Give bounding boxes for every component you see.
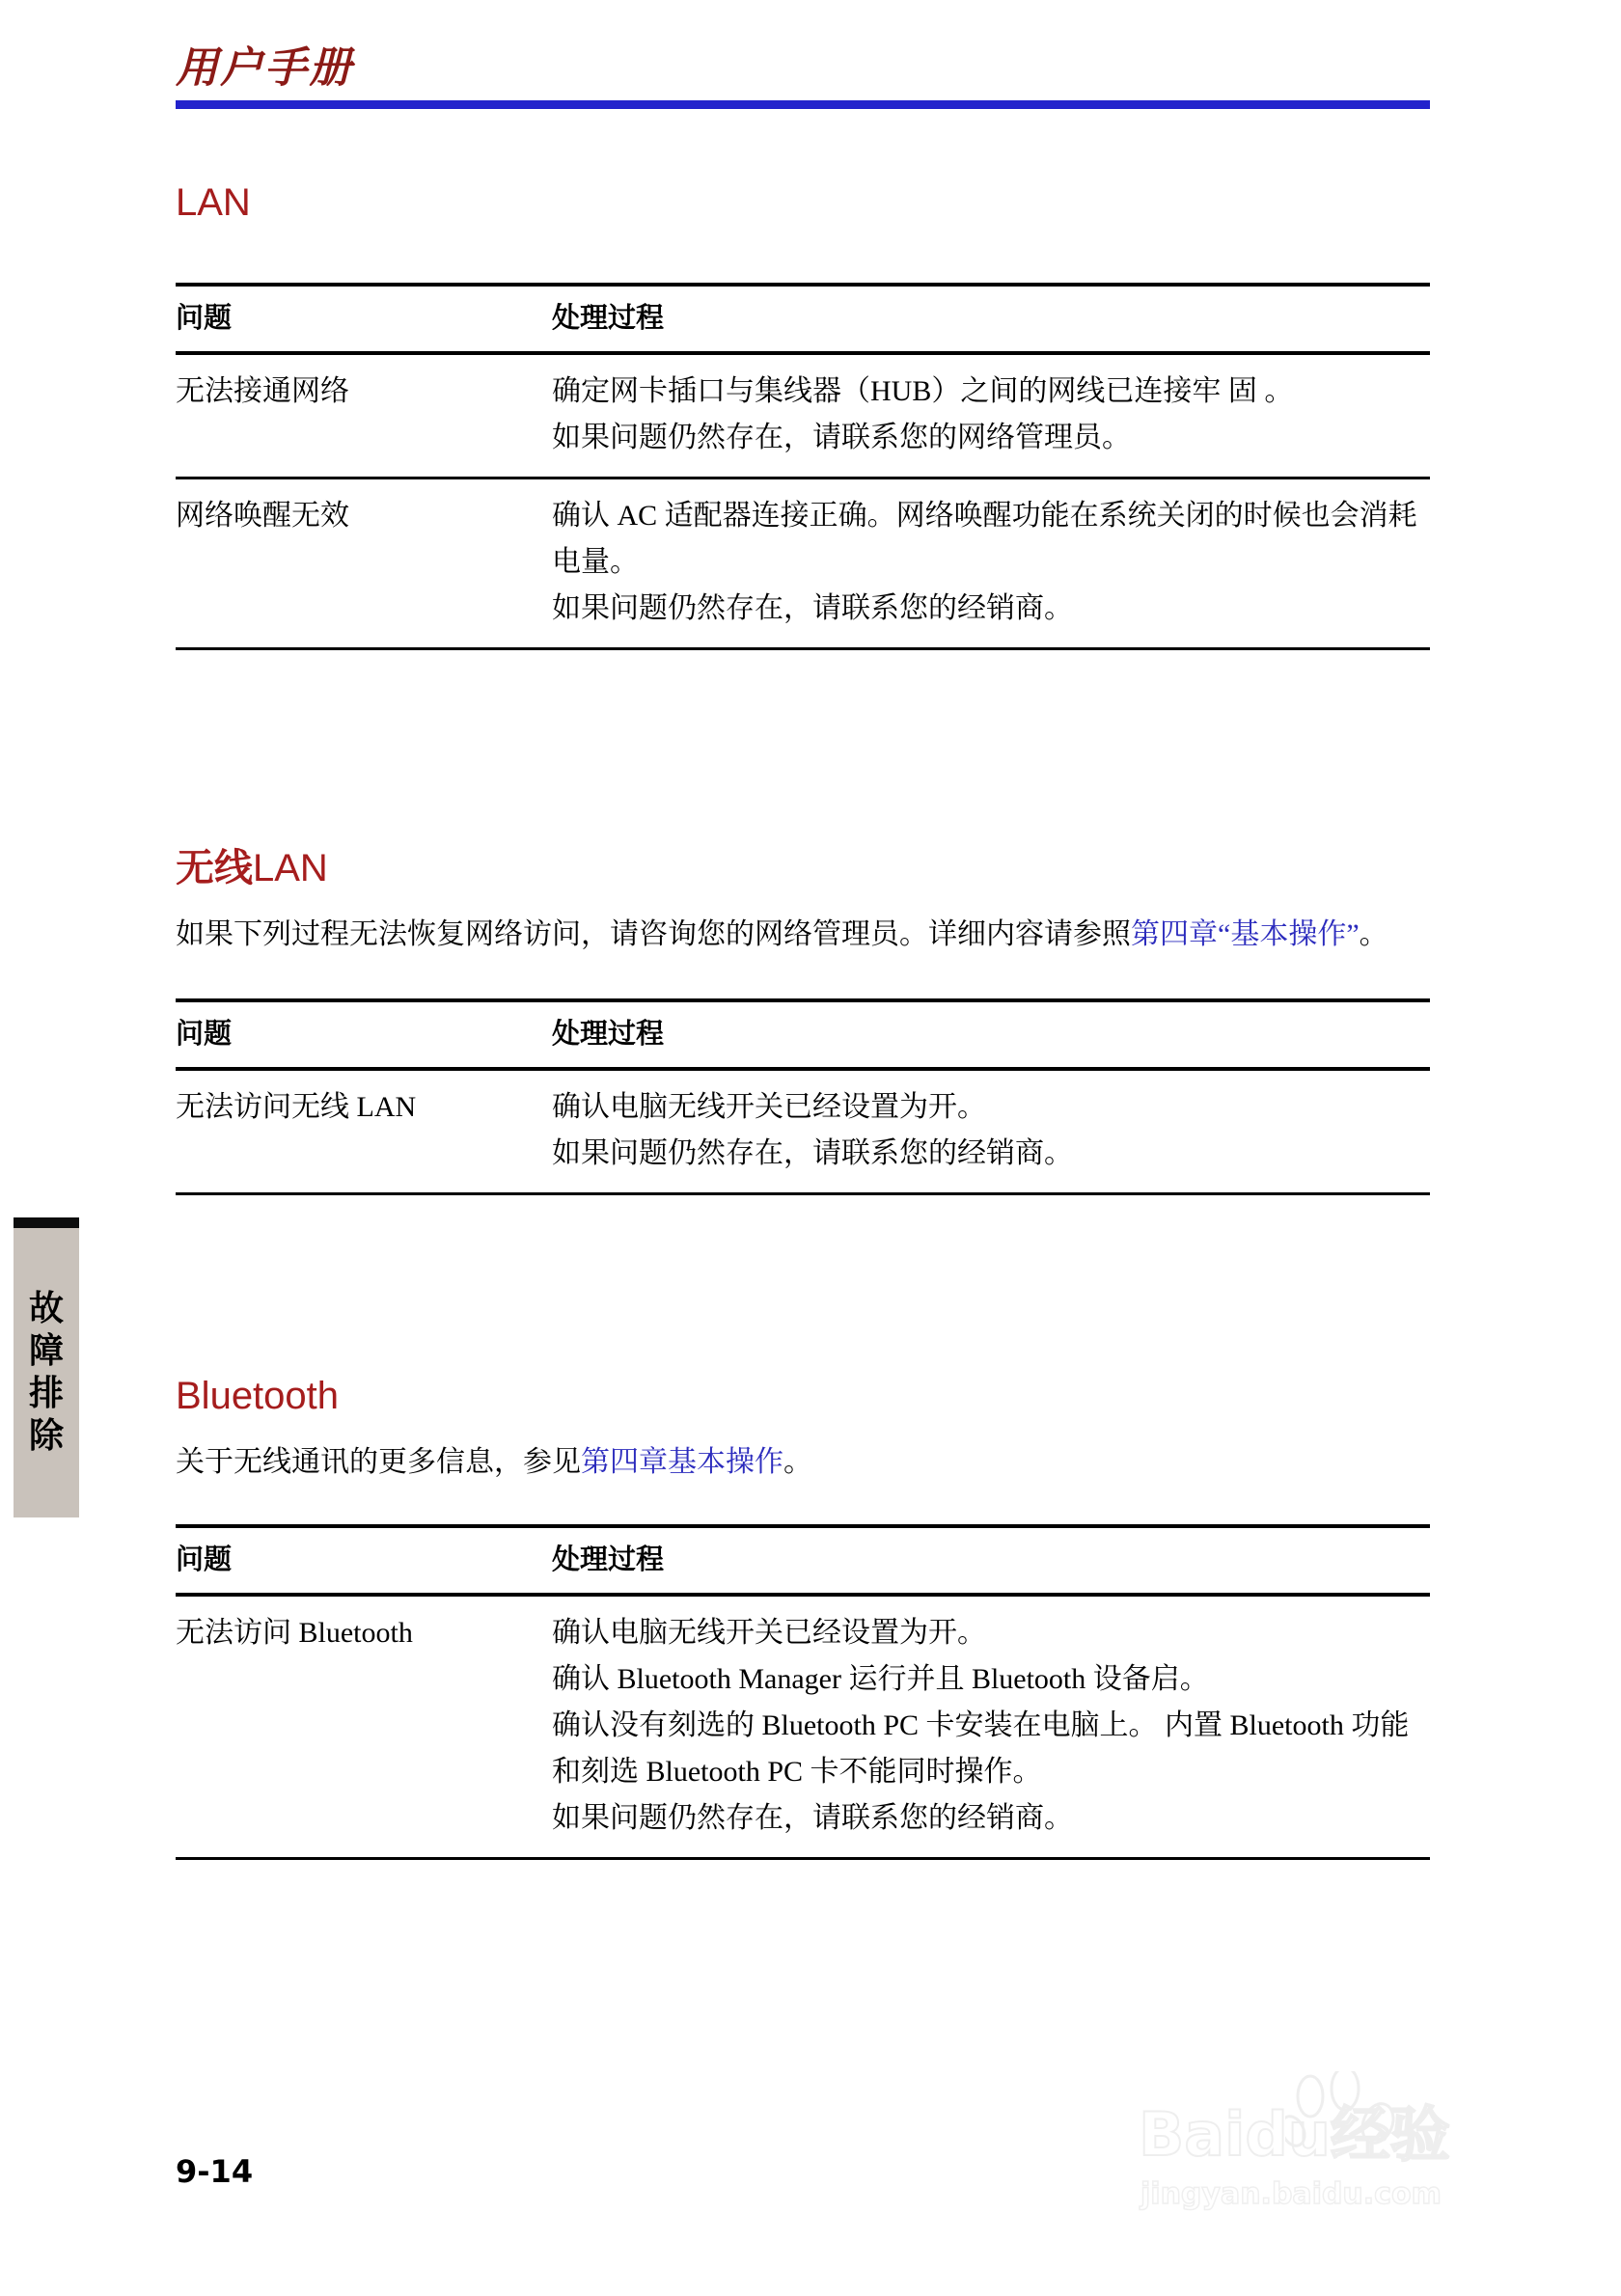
- procedure-line: 如果问题仍然存在，请联系您的经销商。: [552, 1802, 1073, 1834]
- watermark-url: jingyan.baidu.com: [1140, 2177, 1442, 2211]
- heading-cjk-part: 无线: [176, 846, 253, 890]
- procedure-line: 确认电脑无线开关已经设置为开。: [552, 1091, 986, 1123]
- chapter-link[interactable]: 第四章“基本操作”: [1131, 918, 1360, 950]
- procedure-line: 确认 Bluetooth Manager 运行并且 Bluetooth 设备启。: [552, 1663, 1209, 1695]
- table-header-row: [176, 1000, 1430, 1069]
- chapter-side-tab-label: [14, 1228, 79, 1517]
- section-lan-heading: LAN: [176, 181, 251, 224]
- intro-text-after: 。: [1359, 918, 1388, 950]
- cell-problem: 无法访问 Bluetooth: [176, 1595, 552, 1859]
- cell-procedure: [552, 1595, 1430, 1859]
- section-wireless-lan-heading: [176, 837, 1430, 892]
- watermark-brand-latin: Baidu: [1139, 2099, 1331, 2170]
- section-bluetooth: [176, 1375, 1430, 1860]
- table-header-row: [176, 285, 1430, 353]
- procedure-line: 确定网卡插口与集线器（HUB）之间的网线已连接牢 固 。: [552, 375, 1294, 407]
- cell-problem: 网络唤醒无效: [176, 478, 552, 649]
- procedure-line: 如果问题仍然存在，请联系您的经销商。: [552, 1137, 1073, 1169]
- side-tab-char-3: 排: [28, 1374, 64, 1413]
- manual-title: 用户手册: [176, 44, 353, 92]
- heading-latin-part: LAN: [253, 847, 328, 889]
- column-header-problem: 问题: [176, 285, 552, 353]
- section-lan: [176, 181, 1430, 650]
- column-header-procedure: 处理过程: [552, 1000, 1430, 1069]
- paw-print-icon: [1285, 2071, 1401, 2160]
- wireless-lan-intro: [176, 912, 1430, 958]
- cell-procedure: [552, 353, 1430, 478]
- column-header-procedure: 处理过程: [552, 1526, 1430, 1595]
- chapter-side-tab: [14, 1228, 79, 1517]
- side-tab-char-4: 除: [28, 1416, 64, 1456]
- procedure-line: 确认电脑无线开关已经设置为开。: [552, 1617, 986, 1649]
- page-header: [0, 0, 1621, 116]
- page-number: 9-14: [176, 2153, 254, 2190]
- side-tab-char-1: 故: [28, 1289, 64, 1328]
- procedure-line: 确认 AC 适配器连接正确。网络唤醒功能在系统关闭的时候也会消耗电量。: [552, 500, 1417, 578]
- section-bluetooth-heading: Bluetooth: [176, 1375, 340, 1417]
- bluetooth-intro: [176, 1439, 1430, 1486]
- section-wireless-lan: [176, 837, 1430, 1195]
- watermark-brand-cjk: 经验: [1330, 2099, 1450, 2170]
- side-tab-char-2: 障: [28, 1331, 64, 1371]
- cell-problem: 无法访问无线 LAN: [176, 1069, 552, 1194]
- cell-procedure: [552, 478, 1430, 649]
- table-lan: [176, 283, 1430, 650]
- watermark-brand: [1139, 2087, 1450, 2173]
- table-row: [176, 1069, 1430, 1194]
- table-wireless-lan: [176, 998, 1430, 1195]
- procedure-line: 如果问题仍然存在，请联系您的网络管理员。: [552, 422, 1131, 453]
- table-row: [176, 1595, 1430, 1859]
- procedure-line: 如果问题仍然存在，请联系您的经销商。: [552, 592, 1073, 624]
- column-header-problem: 问题: [176, 1000, 552, 1069]
- intro-text-before: 关于无线通讯的更多信息，参见: [176, 1446, 581, 1478]
- table-header-row: [176, 1526, 1430, 1595]
- column-header-problem: 问题: [176, 1526, 552, 1595]
- procedure-line: 确认没有刻选的 Bluetooth PC 卡安装在电脑上。 内置 Bluetooth 功能和刻选 Bluetooth PC 卡不能同时操作。: [552, 1709, 1410, 1788]
- cell-procedure: [552, 1069, 1430, 1194]
- chapter-link[interactable]: 第四章基本操作: [581, 1446, 783, 1478]
- table-row: [176, 478, 1430, 649]
- header-divider: [176, 100, 1430, 109]
- column-header-procedure: 处理过程: [552, 285, 1430, 353]
- intro-text-after: 。: [783, 1446, 812, 1478]
- table-bluetooth: [176, 1524, 1430, 1860]
- table-row: [176, 353, 1430, 478]
- cell-problem: 无法接通网络: [176, 353, 552, 478]
- baidu-watermark: [1139, 2069, 1563, 2253]
- intro-text-before: 如果下列过程无法恢复网络访问，请咨询您的网络管理员。详细内容请参照: [176, 918, 1131, 950]
